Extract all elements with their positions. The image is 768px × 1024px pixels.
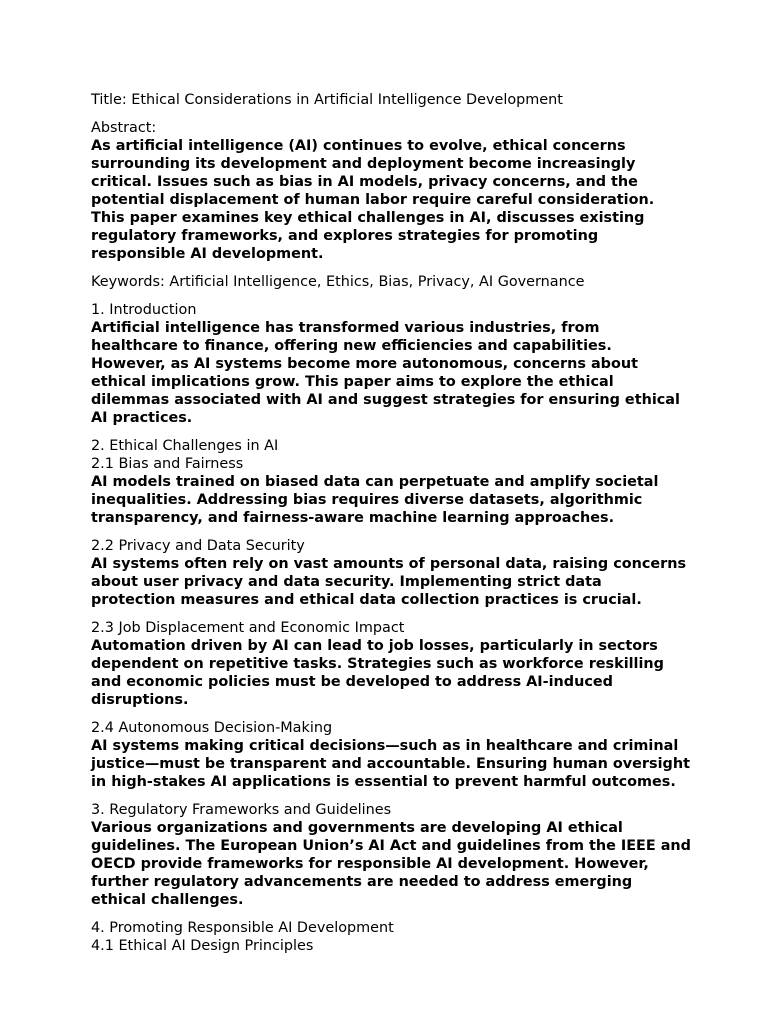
section-heading: 2. Ethical Challenges in AI — [91, 438, 279, 454]
section-heading: 4. Promoting Responsible AI Development — [91, 920, 394, 936]
section-regulatory — [91, 801, 691, 909]
section-introduction — [91, 301, 691, 427]
section-text: AI systems making critical decisions—such as in healthcare and criminal justice—must be transparent and accountable. Ensuring human oversight in high-stakes AI applications is essential to prevent harmful outcomes. — [91, 738, 690, 790]
section-heading: 2.4 Autonomous Decision-Making — [91, 720, 333, 736]
abstract-label: Abstract: — [91, 120, 157, 136]
section-heading: 2.2 Privacy and Data Security — [91, 538, 305, 554]
section-job-displacement — [91, 619, 691, 709]
section-heading: 2.3 Job Displacement and Economic Impact — [91, 620, 405, 636]
section-subheading: 2.1 Bias and Fairness — [91, 456, 244, 472]
section-text: Artificial intelligence has transformed various industries, from healthcare to finance, offering new efficiencies and capabilities. However, as AI systems become more autonomous, concerns about ethical implications grow. This paper aims to explore the ethical dilemmas associated with AI and suggest strategies for ensuring ethical AI practices. — [91, 320, 680, 426]
section-text: Automation driven by AI can lead to job losses, particularly in sectors dependent on repetitive tasks. Strategies such as workforce reskilling and economic policies must be developed to address AI-induced disruptions. — [91, 638, 664, 708]
document-title: Title: Ethical Considerations in Artificial Intelligence Development — [91, 92, 563, 108]
section-text: AI models trained on biased data can perpetuate and amplify societal inequalities. Addressing bias requires diverse datasets, algorithmic transparency, and fairness-aware machine learning approaches. — [91, 474, 659, 526]
abstract-text: As artificial intelligence (AI) continues to evolve, ethical concerns surrounding its development and deployment become increasingly critical. Issues such as bias in AI models, privacy concerns, and the potential displacement of human labor require careful consideration. This paper examines key ethical challenges in AI, discusses existing regulatory frameworks, and explores strategies for promoting responsible AI development. — [91, 138, 655, 262]
document-page — [91, 91, 691, 965]
section-autonomous-decisions — [91, 719, 691, 791]
section-responsible-ai — [91, 919, 691, 955]
section-text: Various organizations and governments are developing AI ethical guidelines. The European Union’s AI Act and guidelines from the IEEE and OECD provide frameworks for responsible AI development. However, further regulatory advancements are needed to address emerging ethical challenges. — [91, 820, 691, 908]
section-heading: 3. Regulatory Frameworks and Guidelines — [91, 802, 392, 818]
keywords-line: Keywords: Artificial Intelligence, Ethics, Bias, Privacy, AI Governance — [91, 274, 585, 290]
section-ethical-challenges — [91, 437, 691, 527]
section-subheading: 4.1 Ethical AI Design Principles — [91, 938, 314, 954]
section-text: AI systems often rely on vast amounts of personal data, raising concerns about user privacy and data security. Implementing strict data protection measures and ethical data collection practices is crucial. — [91, 556, 687, 608]
section-privacy — [91, 537, 691, 609]
section-heading: 1. Introduction — [91, 302, 197, 318]
abstract-section — [91, 119, 691, 263]
